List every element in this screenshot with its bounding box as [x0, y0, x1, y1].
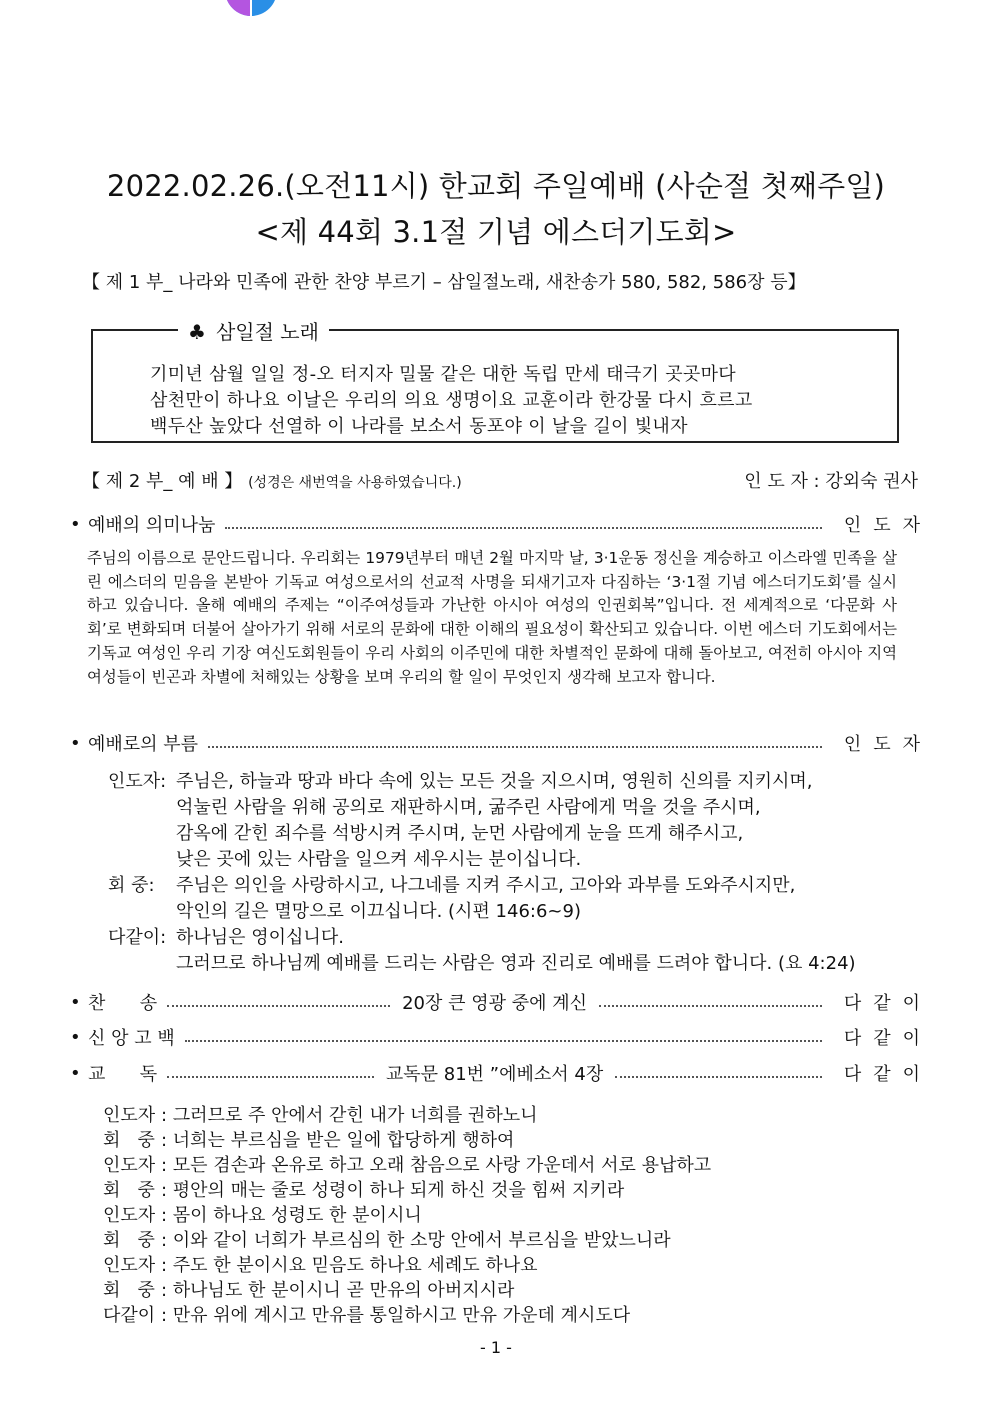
reading-line — [103, 1301, 630, 1327]
call-text: 주님은, 하늘과 땅과 바다 속에 있는 모든 것을 지으시며, 영원히 신의를 지키시며, — [176, 771, 813, 792]
call-text: 감옥에 갇힌 죄수를 석방시켜 주시며, 눈먼 사람에게 눈을 뜨게 해주시고, — [176, 823, 744, 844]
reading-who: 회 중 — [103, 1130, 155, 1151]
order-item-who: 다같이 — [843, 993, 933, 1014]
order-item-label: 예배의 의미나눔 — [88, 515, 216, 536]
reading-line — [103, 1226, 671, 1252]
call-text: 하나님은 영이십니다. — [176, 927, 344, 948]
reading-text: : 하나님도 한 분이시니 곧 만유의 아버지시라 — [161, 1280, 515, 1301]
call-who: 회 중: — [108, 875, 155, 896]
dotted-leader — [615, 1076, 822, 1078]
order-item-meaning — [70, 511, 932, 537]
reading-text: : 평안의 매는 줄로 성령이 하나 되게 하신 것을 힘써 지키라 — [161, 1180, 625, 1201]
order-item-label: 신 앙 고 백 — [88, 1028, 175, 1049]
order-item-reading — [70, 1060, 933, 1086]
order-item-label: 교 독 — [88, 1064, 158, 1085]
reading-line — [103, 1201, 422, 1227]
reading-who: 다같이 — [103, 1305, 156, 1326]
reading-text: : 그러므로 주 안에서 갇힌 내가 너희를 권하노니 — [161, 1105, 538, 1126]
song-line: 기미년 삼월 일일 정-오 터지자 밀물 같은 대한 독립 만세 태극기 곳곳마다 — [150, 364, 736, 385]
bullet: • — [70, 1026, 81, 1048]
bullet: • — [70, 991, 81, 1013]
reading-who: 회 중 — [103, 1280, 155, 1301]
reading-line — [103, 1126, 514, 1152]
order-item-who: 다같이 — [843, 1028, 932, 1049]
reading-text: : 너희는 부르심을 받은 일에 합당하게 행하여 — [161, 1130, 515, 1151]
order-item-creed — [70, 1024, 932, 1050]
part1-heading: 【 제 1 부_ 나라와 민족에 관한 찬양 부르기 – 삼일절노래, 새찬송가 580, 582, 586장 등】 — [82, 272, 806, 293]
order-item-label: 예배로의 부름 — [88, 734, 199, 755]
song-line: 백두산 높았다 선열하 이 나라를 보소서 동포야 이 날을 길이 빛내자 — [150, 416, 688, 437]
order-item-who: 인도자 — [843, 515, 932, 536]
call-text: 낮은 곳에 있는 사람을 일으켜 세우시는 분이십니다. — [176, 849, 582, 870]
reading-who: 회 중 — [103, 1230, 155, 1251]
call-who: 인도자: — [108, 771, 167, 792]
order-item-call — [70, 730, 932, 756]
reading-who: 인도자 — [103, 1155, 156, 1176]
logo-icon — [218, 0, 284, 18]
call-text: 악인의 길은 멸망으로 이끄십니다. (시편 146:6~9) — [176, 901, 581, 922]
call-text: 억눌린 사람을 위해 공의로 재판하시며, 굶주린 사람에게 먹을 것을 주시며, — [176, 797, 761, 818]
reading-line — [103, 1151, 711, 1177]
reading-who: 회 중 — [103, 1180, 155, 1201]
call-text: 주님은 의인을 사랑하시고, 나그네를 지켜 주시고, 고아와 과부를 도와주시지만, — [176, 875, 796, 896]
page-title: 2022.02.26.(오전11시) 한교회 주일예배 (사순절 첫째주일) — [106, 169, 886, 203]
dotted-leader — [225, 527, 822, 529]
bullet: • — [70, 1062, 81, 1084]
order-item-hymn — [70, 989, 933, 1015]
order-item-who: 다같이 — [843, 1064, 933, 1085]
reading-line — [103, 1176, 624, 1202]
part2-label: 【 제 2 부_ 예 배 】 — [82, 471, 243, 492]
order-item-who: 인도자 — [843, 734, 932, 755]
song-line: 삼천만이 하나요 이날은 우리의 의요 생명이요 교훈이라 한강물 다시 흐르고 — [150, 390, 753, 411]
dotted-leader — [185, 1040, 822, 1042]
bullet: • — [70, 513, 81, 535]
leader-info: 인 도 자 : 강외숙 권사 — [744, 471, 918, 492]
dotted-leader — [167, 1005, 390, 1007]
reading-line — [103, 1276, 514, 1302]
reading-text: : 이와 같이 너희가 부르심의 한 소망 안에서 부르심을 받았느니라 — [161, 1230, 671, 1251]
call-who: 다같이: — [108, 927, 167, 948]
meaning-text: 주님의 이름으로 문안드립니다. 우리회는 1979년부터 매년 2월 마지막 날, 3·1운동 정신을 계승하고 이스라엘 민족을 살린 에스더의 믿음을 본받아 기독교 여성으로서의 선교적 사명을 되새기고자 다짐하는 ‘3·1절 기념 에스더기도회’를 실시하고 있습니다. 올해 예배의 주제는 “이주여성들과 가난한 아시아 여성의 인권회복”입니다. 전 세계적으로 ‘다문화 사회’로 변화되며 더불어 살아가기 위해 서로의 문화에 대한 이해의 필요성이 확산되고 있습니다. 이번 에스더 기도회에서는 기독교 여성인 우리 기장 여신도회원들이 우리 사회의 이주민에 대한 차별적인 문화에 대해 돌아보고, 여전히 아시아 지역 여성들이 빈곤과 차별에 처해있는 상황을 보며 우리의 할 일이 무엇인지 생각해 보고자 합니다. — [87, 549, 897, 686]
reading-text: : 모든 겸손과 온유로 하고 오래 참음으로 사랑 가운데서 서로 용납하고 — [161, 1155, 712, 1176]
part2-note: (성경은 새번역을 사용하였습니다.) — [248, 475, 462, 491]
dotted-leader — [167, 1076, 374, 1078]
song-box-title — [178, 316, 329, 345]
dotted-leader — [208, 746, 822, 748]
reading-title: 교독문 81번 ”에베소서 4장 — [385, 1064, 604, 1085]
reading-text: : 주도 한 분이시요 믿음도 하나요 세례도 하나요 — [161, 1255, 538, 1276]
reading-who: 인도자 — [103, 1105, 156, 1126]
hymn-title: 20장 큰 영광 중에 계신 — [402, 993, 588, 1014]
page-subtitle: <제 44회 3.1절 기념 에스더기도회> — [255, 215, 737, 249]
dotted-leader — [599, 1005, 822, 1007]
part2-heading — [82, 467, 462, 493]
reading-text: : 몸이 하나요 성령도 한 분이시니 — [161, 1205, 422, 1226]
club-icon: ♣ — [188, 320, 206, 344]
reading-line — [103, 1101, 538, 1127]
bullet: • — [70, 732, 81, 754]
reading-line — [103, 1251, 538, 1277]
reading-who: 인도자 — [103, 1255, 156, 1276]
song-title: 삼일절 노래 — [215, 320, 319, 344]
order-item-label: 찬 송 — [88, 993, 158, 1014]
reading-text: : 만유 위에 계시고 만유를 통일하시고 만유 가운데 계시도다 — [161, 1305, 631, 1326]
reading-who: 인도자 — [103, 1205, 156, 1226]
call-text: 그러므로 하나님께 예배를 드리는 사람은 영과 진리로 예배를 드려야 합니다. (요 4:24) — [176, 953, 856, 974]
page-number: - 1 - — [480, 1338, 512, 1357]
